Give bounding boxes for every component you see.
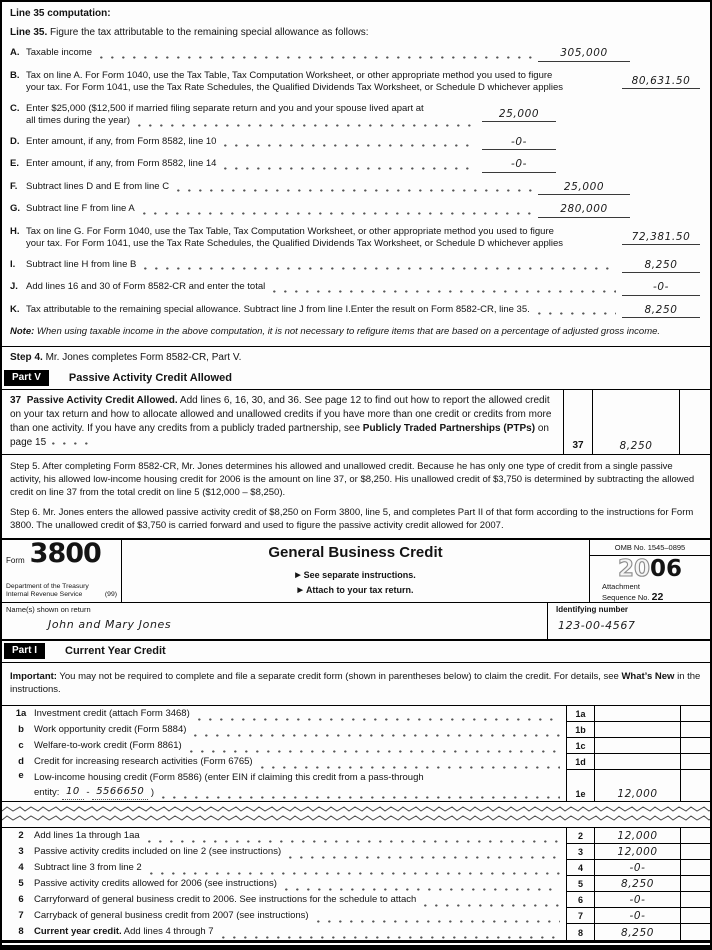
row-number: d <box>18 756 24 767</box>
intro-label: Line 35. <box>10 27 48 38</box>
row-cents-cell <box>680 722 710 738</box>
line37-cents-cell <box>679 390 710 454</box>
row-number: 5 <box>18 878 24 889</box>
row-label-bold: Current year credit. <box>34 926 122 937</box>
id-label: Identifying number <box>556 604 628 614</box>
row-text-line1: Tax on line G. For Form 1040, use the Tax Table, Tax Computation Worksheet, or other appropriate method you used to figure <box>26 225 554 237</box>
important-text-a: You may not be required to complete and file a separate credit form (shown in parentheses below) to claim the credit. For details, see <box>56 670 622 682</box>
row-label: Subtract line 3 from line 2 <box>34 862 142 873</box>
row-box: 6 <box>566 892 594 908</box>
row-cents-cell <box>680 754 710 770</box>
line37-box: 37 <box>563 390 592 454</box>
computation-row-a <box>10 47 702 62</box>
row-amount: -0- <box>594 860 680 876</box>
dot-leader <box>177 189 532 192</box>
row-letter: C. <box>10 102 20 114</box>
row-amount: 12,000 <box>594 844 680 860</box>
row-amount <box>594 706 680 722</box>
dept-line2: Internal Revenue Service <box>6 591 83 599</box>
row-amount: 8,250 <box>594 924 680 940</box>
row-letter: D. <box>10 135 20 147</box>
computation-row-c <box>10 103 702 128</box>
credit-table-2 <box>2 827 710 943</box>
row-number: 3 <box>18 846 24 857</box>
part-i-title: Current Year Credit <box>65 644 166 657</box>
row-cents-cell <box>680 876 710 892</box>
dot-leader <box>194 734 560 737</box>
note-label: Note: <box>10 326 35 337</box>
table-row-6 <box>2 892 710 908</box>
row-box: 1c <box>566 738 594 754</box>
row-cents-cell <box>680 706 710 722</box>
dot-leader <box>538 312 616 315</box>
row-text: Taxable income <box>26 47 93 58</box>
row-letter: H. <box>10 225 20 237</box>
row-amount: 8,250 <box>622 304 700 319</box>
row-text: Subtract line H from line B <box>26 258 137 270</box>
row-label: Investment credit (attach Form 3468) <box>34 708 190 719</box>
row-amount: 305,000 <box>538 47 630 62</box>
row-box: 3 <box>566 844 594 860</box>
form-sub1 <box>122 570 589 580</box>
omb-year-block <box>590 540 710 602</box>
computation-row-j <box>10 281 702 296</box>
row-number: 2 <box>18 830 24 841</box>
attachment-block <box>590 581 710 605</box>
part-v-title: Passive Activity Credit Allowed <box>68 371 232 384</box>
row-box: 1d <box>566 754 594 770</box>
table-row-1d <box>2 754 710 770</box>
part-i-header <box>2 641 710 663</box>
form-sub2-text: Attach to your tax return. <box>305 584 414 595</box>
year-bold-digits: 06 <box>650 555 683 582</box>
step5-paragraph: Step 5. After completing Form 8582-CR, Mr. Jones determines his allowed and unallowed credit. Because he has only one type of credit from a single passive activity, his allowed low-income housing credit for 2006 is the amount on line 37, or $8,250. His unallowed credit of $3,750 is determined by subtracting the allowed credit on line 37 from the total credit on line 5 ($12,000 – $8,250). <box>10 460 695 498</box>
step6-paragraph: Step 6. Mr. Jones enters the allowed passive activity credit of $8,250 on Form 3800, line 5, and completes Part II of that form according to the instructions for Form 3800. The unallowed credit of $3,750 is carried forward and used to figure the passive activity credit allowed for 2007. <box>10 506 694 531</box>
dept-code: (99) <box>104 591 117 599</box>
computation-row-h <box>10 226 702 251</box>
line37-amount: 8,250 <box>592 390 679 454</box>
table-row-1c <box>2 738 710 754</box>
dot-leader <box>148 840 560 843</box>
step4-row <box>2 347 710 368</box>
row-box: 4 <box>566 860 594 876</box>
form-number-block <box>2 537 122 602</box>
attachment-word: Attachment <box>602 581 640 591</box>
row-amount: -0- <box>482 136 556 151</box>
row-label: Credit for increasing research activities (Form 6765) <box>34 756 253 767</box>
row-box: 5 <box>566 876 594 892</box>
table-row-7 <box>2 908 710 924</box>
row-cents-cell <box>680 860 710 876</box>
row-letter: F. <box>10 180 18 192</box>
dot-leader <box>52 442 96 445</box>
note-text: When using taxable income in the above computation, it is not necessary to refigure items that are based on a percentage of adjusted gross income. <box>34 326 661 337</box>
dot-leader <box>144 267 616 270</box>
dot-leader <box>289 856 560 859</box>
dot-leader <box>222 936 560 939</box>
dot-leader <box>100 56 532 59</box>
row-amount: -0- <box>594 892 680 908</box>
row-cents-cell <box>680 924 710 940</box>
credit-table-1 <box>2 706 710 802</box>
wavy-separator <box>2 802 712 827</box>
row-text: Subtract line F from line A <box>26 203 135 214</box>
line35-computation-section <box>2 8 710 339</box>
line37-number: 37 <box>10 394 22 406</box>
computation-row-f <box>10 181 702 196</box>
row-label: Work opportunity credit (Form 5884) <box>34 724 187 735</box>
table-row-1e <box>2 770 710 801</box>
dot-leader <box>150 872 560 875</box>
dot-leader <box>224 167 476 170</box>
row-cents-cell <box>680 892 710 908</box>
close-paren: ) <box>150 786 155 798</box>
note-paragraph <box>10 326 702 339</box>
row-text-line2: your tax. For Form 1041, use the Tax Rate Schedules, the Qualified Dividends Tax Worksheet, or Schedule D whichever applies <box>26 82 564 93</box>
tax-year <box>590 556 710 581</box>
row-label: Add lines 1a through 1aa <box>34 830 140 841</box>
table-row-1a <box>2 706 710 722</box>
row-number: 8 <box>18 926 24 937</box>
table-row-4 <box>2 860 710 876</box>
form-title-block <box>122 540 590 602</box>
row-label: Add lines 4 through 7 <box>121 926 214 937</box>
dot-leader <box>190 750 560 753</box>
row-amount: 80,631.50 <box>622 75 700 90</box>
computation-row-i <box>10 259 702 274</box>
row-number: c <box>18 740 24 751</box>
row-amount: -0- <box>482 158 556 173</box>
line37-text-a: Add lines 6, 16, 30, and 36. See page 12 to find out how to report the allowed credit on your tax return and how to allocate allowed and unallowed credits if you have more than one credit or credits from more than one activity. If you have any credits from a publicly traded partnership, see <box>10 394 552 434</box>
part-v-header <box>2 368 710 390</box>
dot-leader <box>198 718 560 721</box>
row-number: 4 <box>18 862 24 873</box>
dot-leader <box>162 796 560 799</box>
part-v-tag: Part V <box>4 370 49 386</box>
ein-value: 5566650 <box>92 785 148 800</box>
form-word: Form <box>6 556 25 566</box>
row-amount: 12,000 <box>594 828 680 844</box>
step4-text: Mr. Jones completes Form 8582-CR, Part V. <box>42 351 242 363</box>
line37-bold-label: Passive Activity Credit Allowed. <box>26 394 178 406</box>
row-label: Welfare-to-work credit (Form 8861) <box>34 740 182 751</box>
row-cents-cell <box>680 908 710 924</box>
name-cell <box>2 603 548 639</box>
intro-text: Figure the tax attributable to the remaining special allowance as follows: <box>47 27 369 38</box>
row-amount <box>594 738 680 754</box>
row-amount: 25,000 <box>538 181 630 196</box>
dot-leader <box>138 124 476 127</box>
computation-row-k <box>10 304 702 319</box>
step4-label: Step 4. <box>10 351 43 363</box>
sequence-word: Sequence No. <box>602 593 652 603</box>
table-row-1b <box>2 722 710 738</box>
department-block <box>6 583 117 599</box>
row-text: Add lines 16 and 30 of Form 8582-CR and enter the total <box>26 281 266 292</box>
row-text-line2: all times during the year) <box>26 115 131 126</box>
row-text: Enter amount, if any, from Form 8582, line 10 <box>26 135 217 147</box>
dept-line1: Department of the Treasury <box>6 583 89 591</box>
table-row-8 <box>2 924 710 940</box>
row-text: Enter amount, if any, from Form 8582, line 14 <box>26 158 217 169</box>
row-cents-cell <box>680 738 710 754</box>
row-label-line1: Low-income housing credit (Form 8586) (enter EIN if claiming this credit from a pass-through <box>34 771 424 783</box>
ein-dash: - <box>86 786 90 798</box>
computation-row-b <box>10 70 702 95</box>
section-intro <box>10 27 702 38</box>
row-letter: E. <box>10 158 19 169</box>
row-letter: I. <box>10 258 16 270</box>
identifying-number-cell <box>548 603 710 639</box>
computation-row-d <box>10 136 702 151</box>
ein-prefix-value: 10 <box>62 785 84 800</box>
row-number: 1a <box>15 708 27 719</box>
row-number: 6 <box>18 894 24 905</box>
sequence-number: 22 <box>651 591 664 604</box>
row-text-line1: Enter $25,000 ($12,500 if married filing separate return and you and your spouse lived apart at <box>26 102 424 114</box>
row-amount: 8,250 <box>594 876 680 892</box>
row-label: Passive activity credits allowed for 2006 (see instructions) <box>34 878 277 889</box>
row-letter: A. <box>10 47 20 58</box>
form-number: 3800 <box>29 537 101 569</box>
form-sub2 <box>122 585 589 595</box>
row-box: 7 <box>566 908 594 924</box>
row-amount: -0- <box>594 908 680 924</box>
row-amount <box>594 722 680 738</box>
row-label: Passive activity credits included on line 2 (see instructions) <box>34 846 282 857</box>
row-amount: 25,000 <box>482 108 556 123</box>
row-amount: 280,000 <box>538 203 630 218</box>
computation-row-g <box>10 203 702 218</box>
arrow-icon: ▶ <box>297 586 303 594</box>
line37-bold-ptp: Publicly Traded Partnerships (PTPs) <box>362 422 536 434</box>
line37-text-b: on page 15 <box>10 422 549 448</box>
important-paragraph <box>2 663 710 706</box>
year-outline-digits: 20 <box>617 555 650 582</box>
important-bold-whats-new: What’s New <box>621 670 675 682</box>
row-cents-cell <box>680 844 710 860</box>
table-row-3 <box>2 844 710 860</box>
arrow-icon: ▶ <box>295 571 301 579</box>
table-row-5 <box>2 876 710 892</box>
part-i-tag: Part I <box>4 643 45 659</box>
important-label: Important: <box>10 670 57 682</box>
row-box: 1e <box>566 770 594 801</box>
row-amount: 8,250 <box>622 259 700 274</box>
row-label: Carryforward of general business credit to 2006. See instructions for the schedule to attach <box>34 894 417 905</box>
row-letter: J. <box>10 281 18 292</box>
form-sub1-text: See separate instructions. <box>303 569 416 580</box>
section-heading: Line 35 computation: <box>10 8 111 19</box>
dot-leader <box>224 144 476 147</box>
id-value: 123-00-4567 <box>558 618 636 632</box>
form3800-header <box>2 538 710 603</box>
row-box: 2 <box>566 828 594 844</box>
row-text-line1: Tax on line A. For Form 1040, use the Tax Table, Tax Computation Worksheet, or other appropriate method you used to figure <box>26 69 553 81</box>
row-label: Carryback of general business credit from 2007 (see instructions) <box>34 910 309 921</box>
row-cents-cell <box>680 828 710 844</box>
part-v-table <box>2 390 710 455</box>
row-letter: K. <box>10 303 20 315</box>
important-text-b: in the instructions. <box>10 670 701 695</box>
row-number: e <box>18 769 24 781</box>
form-title: General Business Credit <box>268 543 443 561</box>
row-label-line2: entity: <box>34 786 60 798</box>
name-value: John and Mary Jones <box>48 617 172 631</box>
line37-description <box>2 390 563 454</box>
dot-leader <box>261 766 560 769</box>
row-cents-cell <box>680 770 710 801</box>
row-text: Tax attributable to the remaining special allowance. Subtract line J from line I.Enter the result on Form 8582-CR, line 35. <box>26 303 530 315</box>
dot-leader <box>317 920 560 923</box>
row-number: 7 <box>18 910 24 921</box>
row-amount: 12,000 <box>594 770 680 801</box>
row-box: 1a <box>566 706 594 722</box>
dot-leader <box>424 904 560 907</box>
row-label <box>34 770 566 800</box>
computation-row-e <box>10 158 702 173</box>
row-number: b <box>18 724 24 735</box>
omb-number: OMB No. 1545–0895 <box>590 540 710 556</box>
row-box: 1b <box>566 722 594 738</box>
row-box: 8 <box>566 924 594 940</box>
row-amount: -0- <box>622 281 700 296</box>
name-label: Name(s) shown on return <box>6 604 91 614</box>
row-letter: B. <box>10 69 20 81</box>
name-id-row <box>2 603 710 641</box>
row-amount: 72,381.50 <box>622 231 700 246</box>
dot-leader <box>285 888 560 891</box>
row-text-line2: your tax. For Form 1041, use the Tax Rate Schedules, the Qualified Dividends Tax Worksheet, or Schedule D whichever applies <box>26 238 564 249</box>
table-row-2 <box>2 828 710 844</box>
row-text: Subtract lines D and E from line C <box>26 180 170 192</box>
dot-leader <box>143 212 532 215</box>
dot-leader <box>273 290 616 293</box>
row-amount <box>594 754 680 770</box>
row-letter: G. <box>10 203 21 214</box>
